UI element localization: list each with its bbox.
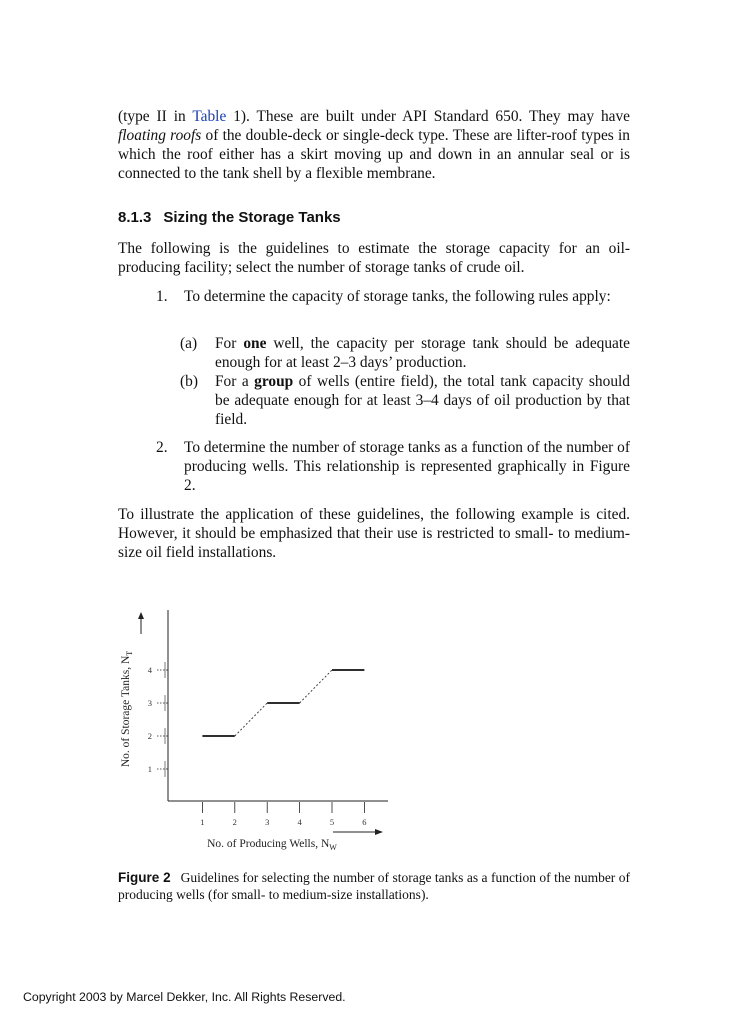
paragraph-guidelines: The following is the guidelines to estimate the storage capacity for an oil-producing facility; select the number of storage tanks of crude oil. — [118, 240, 630, 276]
copyright-footer: Copyright 2003 by Marcel Dekker, Inc. All Rights Reserved. — [23, 990, 346, 1004]
italic-term: floating roofs — [118, 127, 202, 144]
y-tick-label: 2 — [147, 731, 152, 741]
paragraph-intro — [118, 107, 630, 183]
x-tick-label: 1 — [200, 817, 205, 827]
paragraph-example: To illustrate the application of these guidelines, the following example is cited. However, it should be emphasized that their use is restricted to small- to medium-size oil field installations. — [118, 506, 630, 561]
x-tick-label: 5 — [329, 817, 335, 827]
chart-axes — [138, 610, 388, 835]
x-tick-label: 4 — [297, 817, 302, 827]
bold-term: one — [243, 335, 267, 352]
paragraph-text: (type II in — [118, 108, 193, 125]
y-tick-label: 3 — [147, 698, 152, 708]
transition-line — [235, 703, 267, 736]
list-marker: 1. — [156, 288, 168, 305]
figure-chart — [0, 600, 735, 860]
section-number: 8.1.3 — [118, 209, 152, 226]
chart-marks — [202, 670, 364, 736]
x-axis-label: No. of Producing Wells, $N_W$ — [207, 838, 337, 852]
y-tick-label: 4 — [147, 665, 152, 675]
caption-text: Guidelines for selecting the number of storage tanks as a function of the number of producing wells (for small- to medium-size installations). — [118, 870, 630, 902]
sublist-item — [215, 372, 630, 429]
list-item: To determine the number of storage tanks as a function of the number of producing wells. This relationship is represented graphically in Figure 2. — [184, 439, 630, 494]
y-tick-label: 1 — [147, 764, 152, 774]
y-axis-label: No. of Storage Tanks, $N_T$ — [120, 650, 134, 768]
list-marker: 2. — [156, 439, 168, 456]
x-arrow-head — [375, 829, 383, 835]
bold-term: group — [254, 373, 294, 390]
x-tick-label: 6 — [362, 817, 367, 827]
paragraph-text: 1). These are built under API Standard 650. They may have — [226, 108, 630, 125]
section-title: Sizing the Storage Tanks — [163, 209, 341, 226]
figure-caption — [118, 869, 630, 903]
sublist-marker: (b) — [180, 373, 198, 390]
table-link[interactable]: Table — [192, 108, 227, 125]
paragraph-text: of the double-deck or single-deck type. These are lifter-roof types in which the roof either has a skirt moving up and down in an annular seal or is connected to the tank shell by a flexible membrane. — [118, 127, 630, 182]
sublist-item — [215, 334, 630, 372]
sublist-text: For — [215, 335, 244, 352]
sublist-text: of wells (entire field), the total tank capacity should be adequate enough for at least 3–4 days of oil production by that field. — [215, 373, 630, 428]
sublist-marker: (a) — [180, 335, 198, 352]
figure-label: Figure 2 — [118, 870, 171, 885]
sublist-text: For a — [215, 373, 255, 390]
transition-line — [300, 670, 332, 703]
x-tick-label: 3 — [265, 817, 270, 827]
section-heading — [118, 209, 341, 226]
y-arrow-head — [138, 612, 144, 619]
sublist-text: well, the capacity per storage tank should be adequate enough for at least 2–3 days’ production. — [215, 335, 630, 371]
list-item: To determine the capacity of storage tanks, the following rules apply: — [184, 288, 611, 305]
x-tick-label: 2 — [232, 817, 237, 827]
